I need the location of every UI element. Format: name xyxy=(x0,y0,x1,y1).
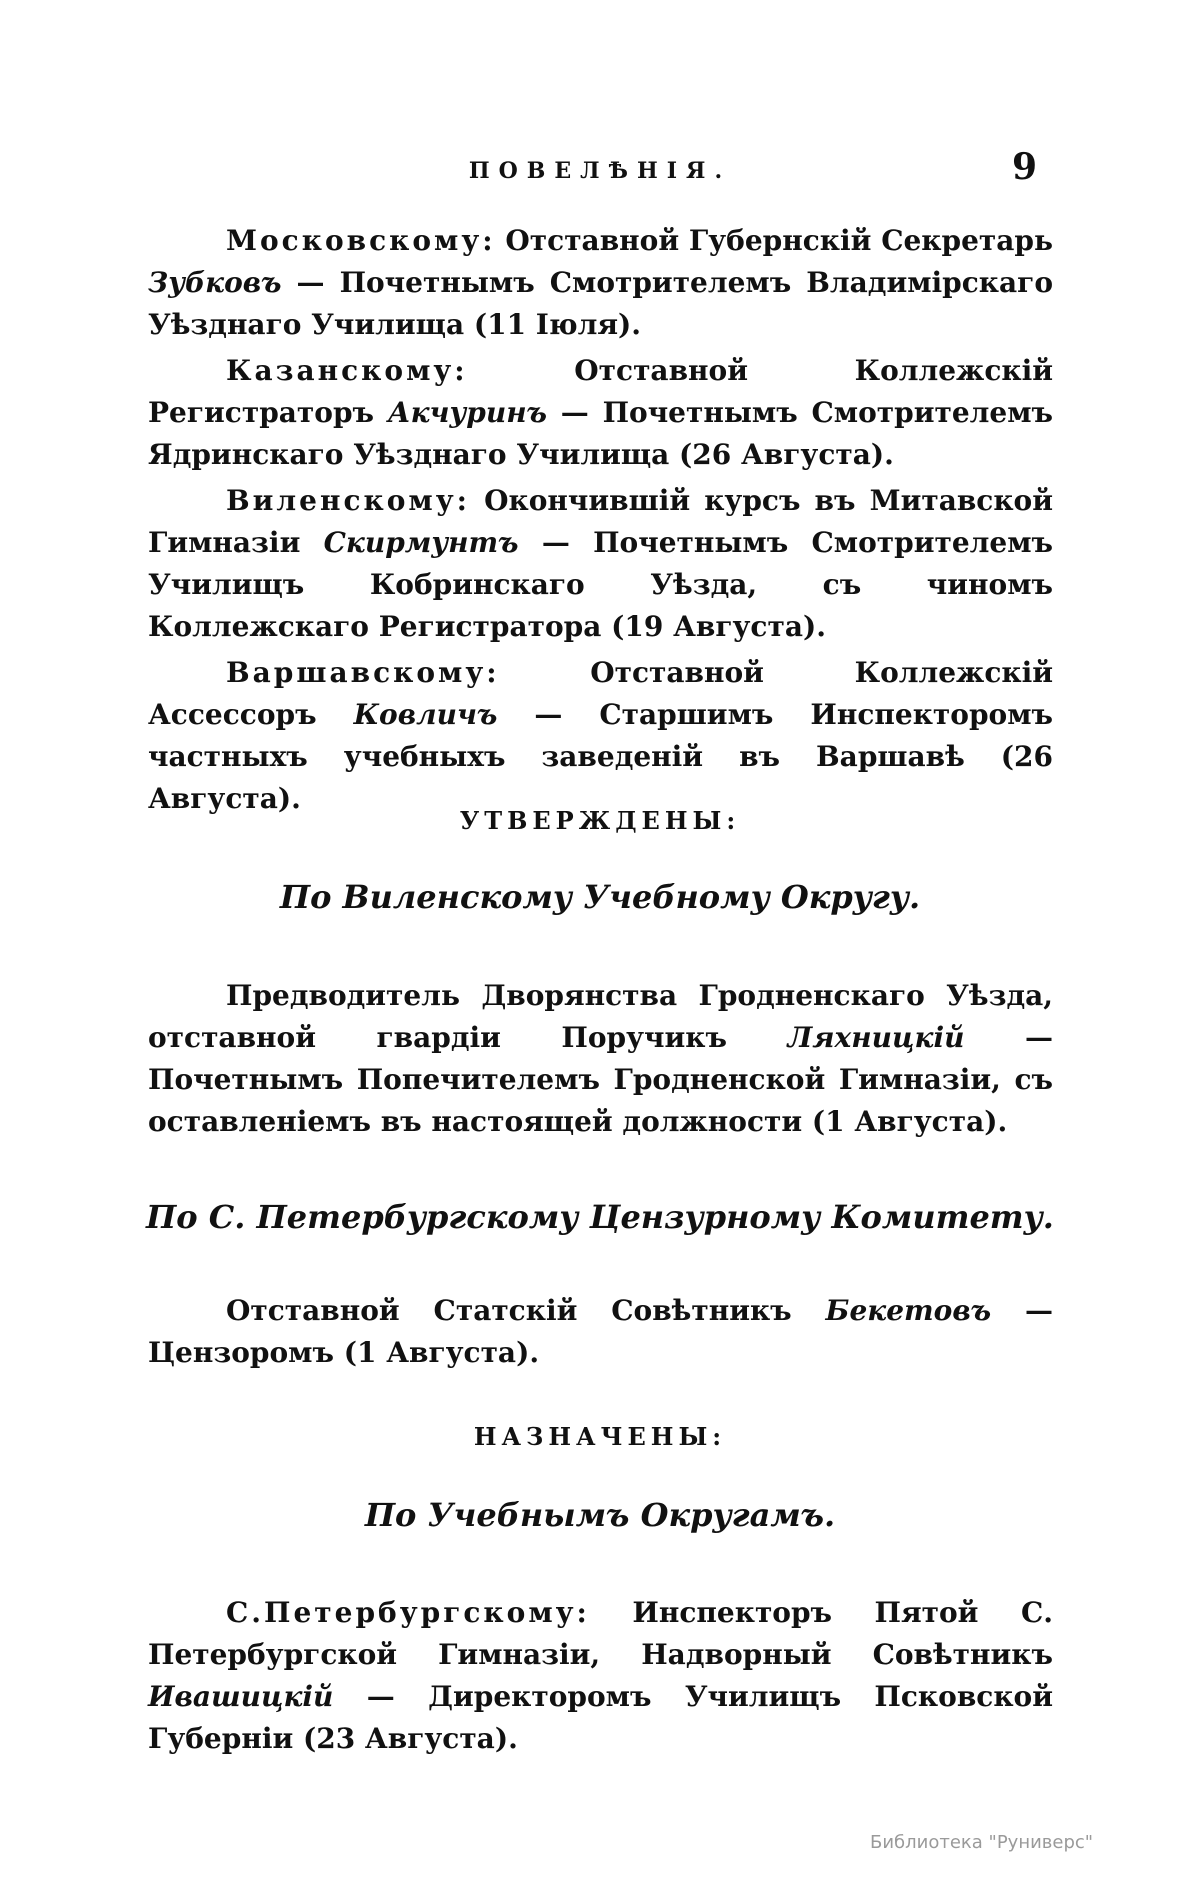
region-label: Виленскому: xyxy=(226,484,471,517)
person-name: Ковличъ xyxy=(353,698,498,731)
page-number: 9 xyxy=(1012,146,1038,188)
region-label: Казанскому: xyxy=(226,354,468,387)
region-label: С.Петербургскому: xyxy=(226,1596,590,1629)
appointed-paragraph: С.Петербургскому: Инспекторъ Пятой С. Петербургской Гимназіи, Надворный Совѣтникъ Ивашицкій — Директоромъ Училищъ Псковской Губерніи (23 Августа). xyxy=(148,1596,1053,1755)
running-head: ПОВЕЛѢНІЯ. xyxy=(468,158,732,184)
person-name: Скирмунтъ xyxy=(323,526,519,559)
region-label: Варшавскому: xyxy=(226,656,500,689)
district-heading-vilna: По Виленскому Учебному Округу. xyxy=(279,878,921,916)
entry-kazan: Казанскому: Отставной Коллежскій Регистраторъ Акчуринъ — Почетнымъ Смотрителемъ Ядринскаго Уѣзднаго Училища (26 Августа). xyxy=(148,354,1053,471)
district-heading-censorship: По С. Петербургскому Цензурному Комитету. xyxy=(146,1198,1054,1236)
entry-moscow: Московскому: Отставной Губернскій Секретарь Зубковъ — Почетнымъ Смотрителемъ Владимірскаго Уѣзднаго Училища (11 Іюля). xyxy=(148,224,1053,341)
section-title-appointed: НАЗНАЧЕНЫ: xyxy=(473,1422,727,1451)
entry-warsaw: Варшавскому: Отставной Коллежскій Ассессоръ Ковличъ — Старшимъ Инспекторомъ частныхъ учебныхъ заведеній въ Варшавѣ (26 Августа). xyxy=(148,656,1053,815)
person-name: Бекетовъ xyxy=(825,1294,992,1327)
region-label: Московскому: xyxy=(226,224,496,257)
library-watermark: Библиотека "Руниверс" xyxy=(870,1832,1094,1853)
entry-vilna: Виленскому: Окончившій курсъ въ Митавской Гимназіи Скирмунтъ — Почетнымъ Смотрителемъ Училищъ Кобринскаго Уѣзда, съ чиномъ Коллежскаго Регистратора (19 Августа). xyxy=(148,484,1053,643)
person-name: Акчуринъ xyxy=(387,396,548,429)
person-name: Зубковъ xyxy=(148,266,282,299)
section-title-confirmed: УТВЕРЖДЕНЫ: xyxy=(459,806,741,835)
district-heading-districts: По Учебнымъ Округамъ. xyxy=(364,1496,836,1534)
confirmed-paragraph: Предводитель Дворянства Гродненскаго Уѣзда, отставной гвардіи Поручикъ Ляхницкій — Почетнымъ Попечителемъ Гродненской Гимназіи, съ оставленіемъ въ настоящей должности (1 Августа). xyxy=(148,979,1053,1138)
appointments-block xyxy=(148,220,1053,820)
person-name: Ляхницкій xyxy=(787,1021,965,1054)
censorship-paragraph: Отставной Статскій Совѣтникъ Бекетовъ — Цензоромъ (1 Августа). xyxy=(148,1294,1053,1369)
person-name: Ивашицкій xyxy=(148,1680,334,1713)
